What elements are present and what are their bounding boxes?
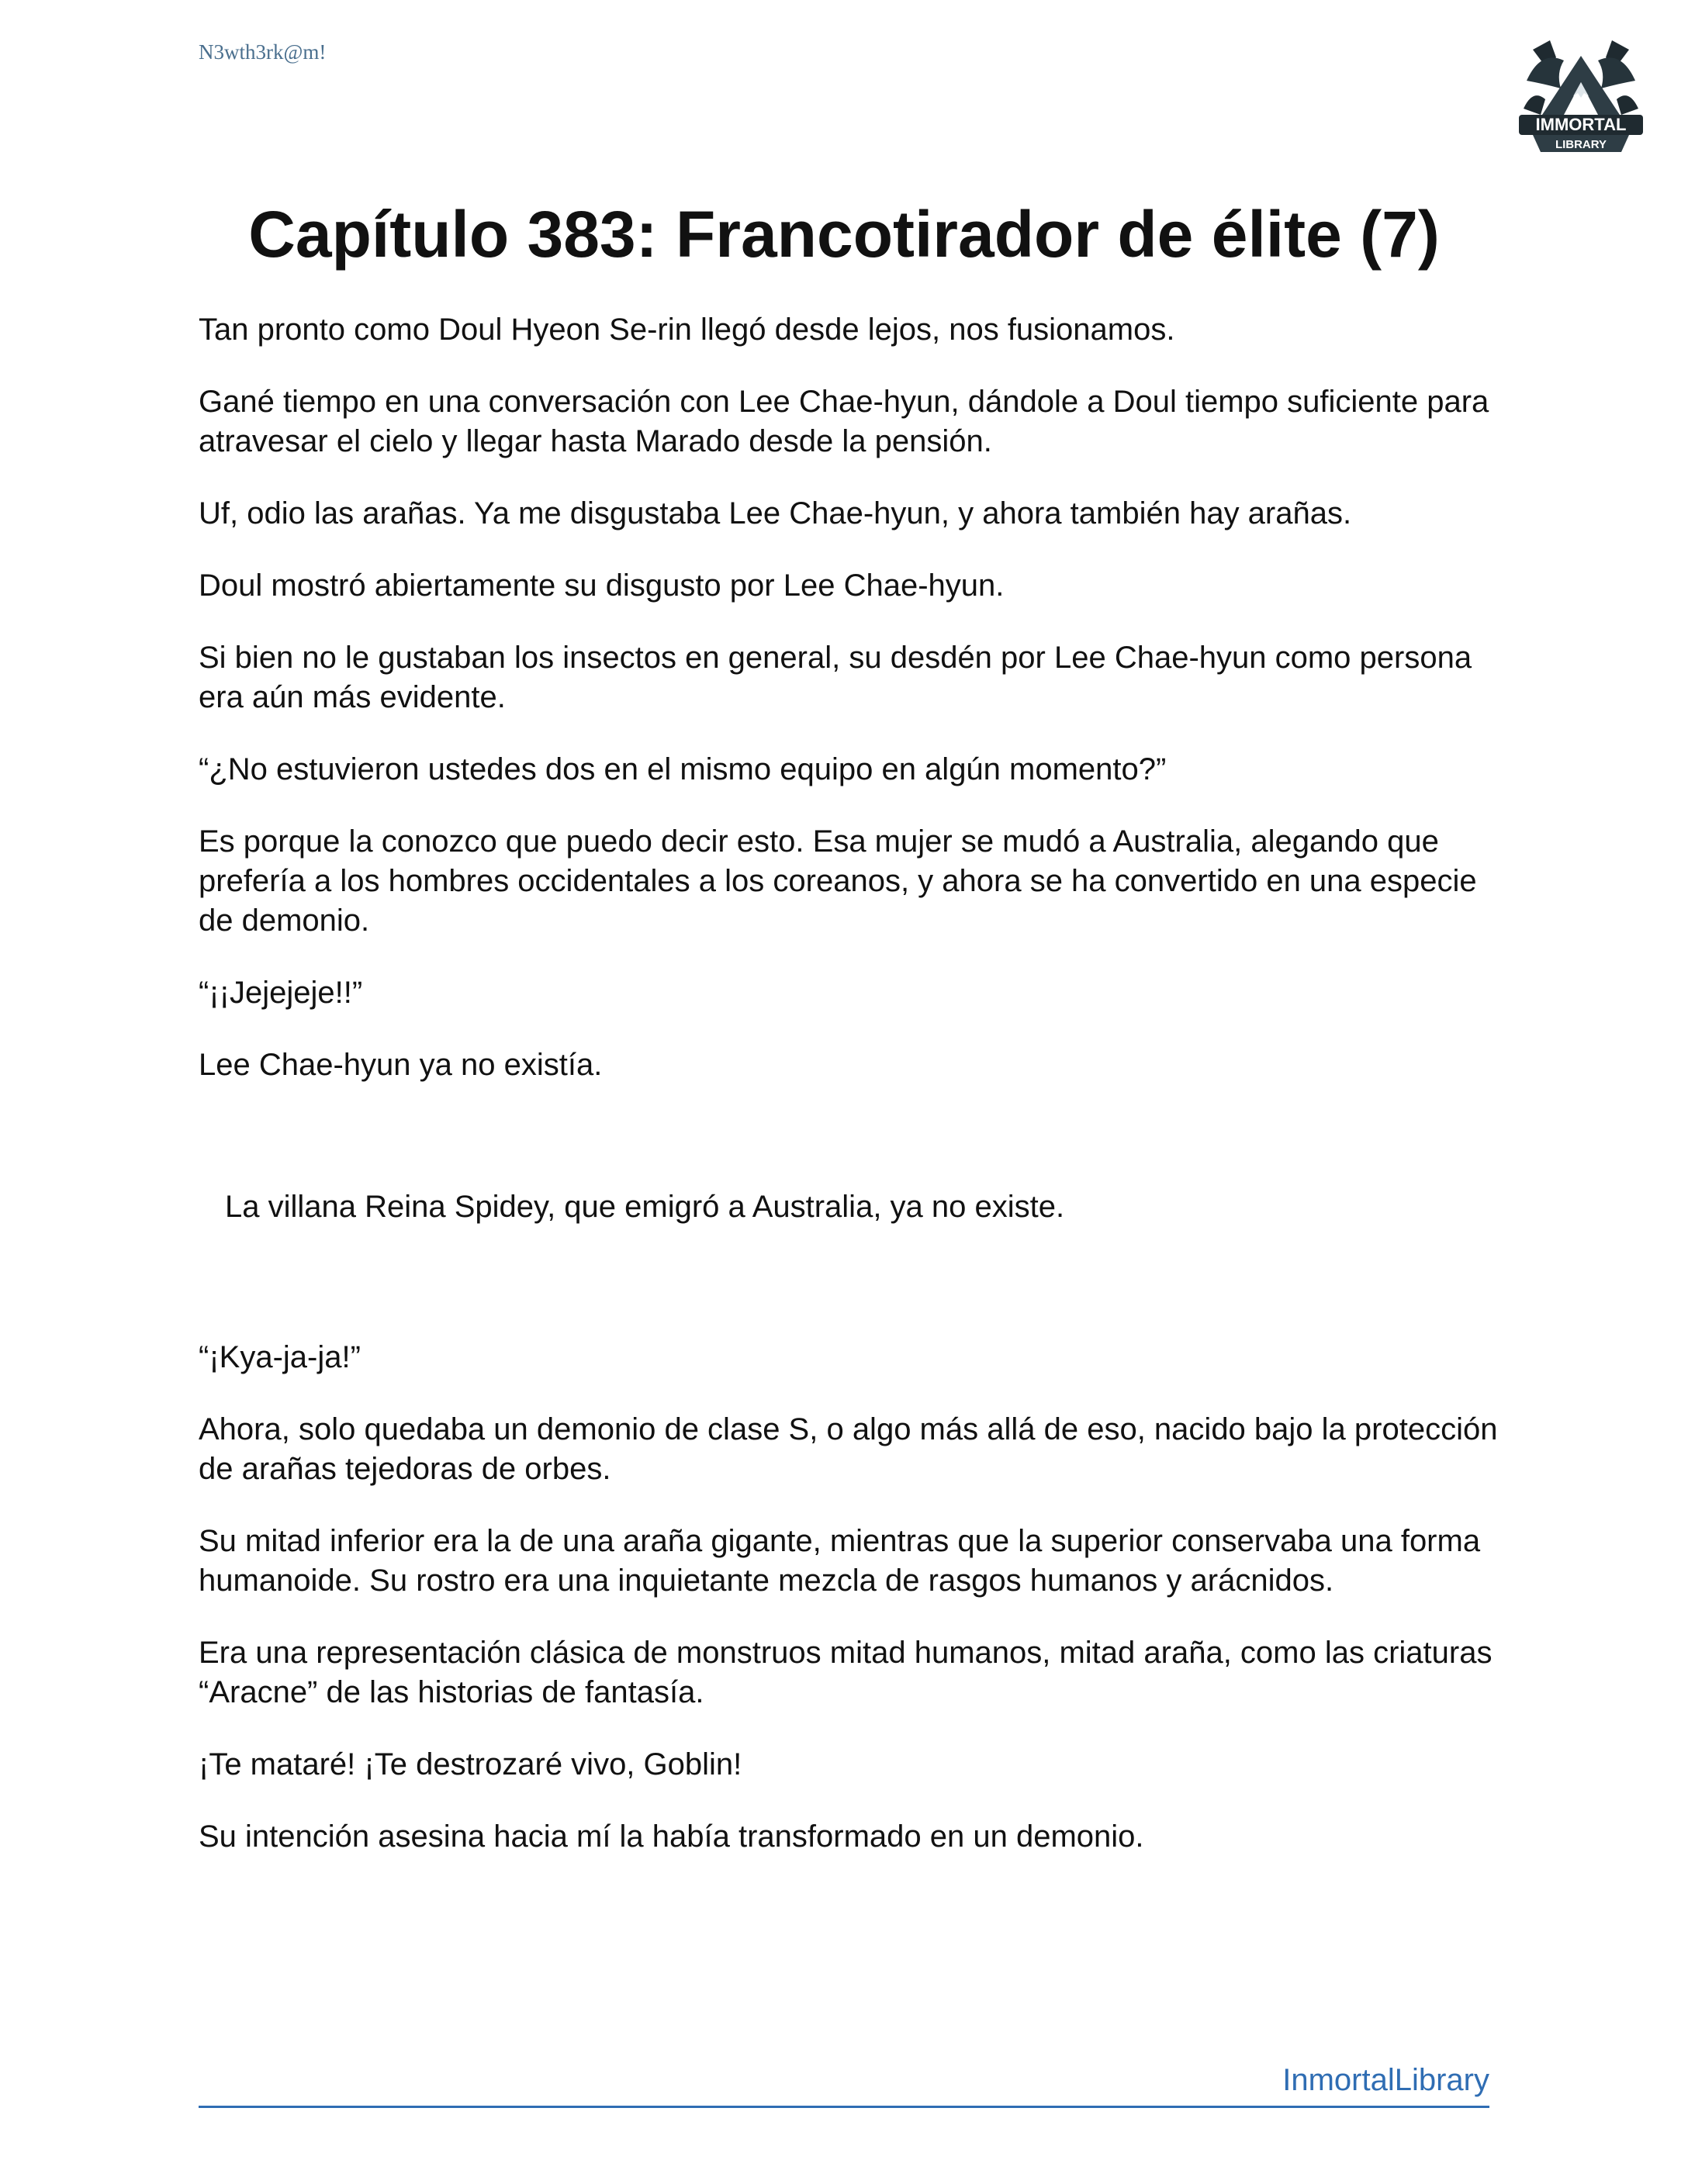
paragraph: Su intención asesina hacia mí la había transformado en un demonio. [199,1819,1144,1854]
watermark-text: N3wth3rk@m! [199,40,327,64]
paragraph: Si bien no le gustaban los insectos en general, su desdén por Lee Chae-hyun como persona era aún más evidente. [199,641,1472,714]
paragraph: Su mitad inferior era la de una araña gigante, mientras que la superior conservaba una forma humanoide. Su rostro era una inquietante mezcla de rasgos humanos y arácnidos. [199,1524,1481,1598]
paragraph: Es porque la conozco que puedo decir esto. Esa mujer se mudó a Australia, alegando que prefería a los hombres occidentales a los coreanos, y ahora se ha convertido en una especie de demonio. [199,824,1477,938]
paragraph: Era una representación clásica de monstruos mitad humanos, mitad araña, como las criaturas “Aracne” de las historias de fantasía. [199,1636,1493,1709]
paragraph: “¡Kya-ja-ja!” [199,1340,361,1374]
paragraph: Doul mostró abiertamente su disgusto por Lee Chae-hyun. [199,568,1005,603]
paragraph: Uf, odio las arañas. Ya me disgustaba Lee Chae-hyun, y ahora también hay arañas. [199,496,1352,530]
paragraph: Ahora, solo quedaba un demonio de clase S, o algo más allá de eso, nacido bajo la protección de arañas tejedoras de orbes. [199,1412,1498,1486]
logo-text-top: IMMORTAL [1535,115,1627,134]
system-message: La villana Reina Spidey, que emigró a Australia, ya no existe. [225,1190,1065,1224]
footer-underline [199,2106,1489,2108]
chapter-body [199,310,1517,1889]
chapter-title: Capítulo 383: Francotirador de élite (7) [248,198,1440,271]
paragraph: “¿No estuvieron ustedes dos en el mismo equipo en algún momento?” [199,752,1167,786]
logo-text-bottom: LIBRARY [1555,138,1607,151]
immortal-library-logo-icon [1510,34,1652,160]
paragraph: Tan pronto como Doul Hyeon Se-rin llegó desde lejos, nos fusionamos. [199,313,1175,347]
paragraph: ¡Te mataré! ¡Te destrozaré vivo, Goblin! [199,1747,742,1781]
paragraph: Lee Chae-hyun ya no existía. [199,1048,603,1082]
paragraph: “¡¡Jejejeje!!” [199,976,363,1010]
paragraph: Gané tiempo en una conversación con Lee Chae-hyun, dándole a Doul tiempo suficiente para atravesar el cielo y llegar hasta Marado desde la pensión. [199,385,1489,458]
footer-library-link[interactable]: InmortalLibrary [1282,2063,1489,2097]
